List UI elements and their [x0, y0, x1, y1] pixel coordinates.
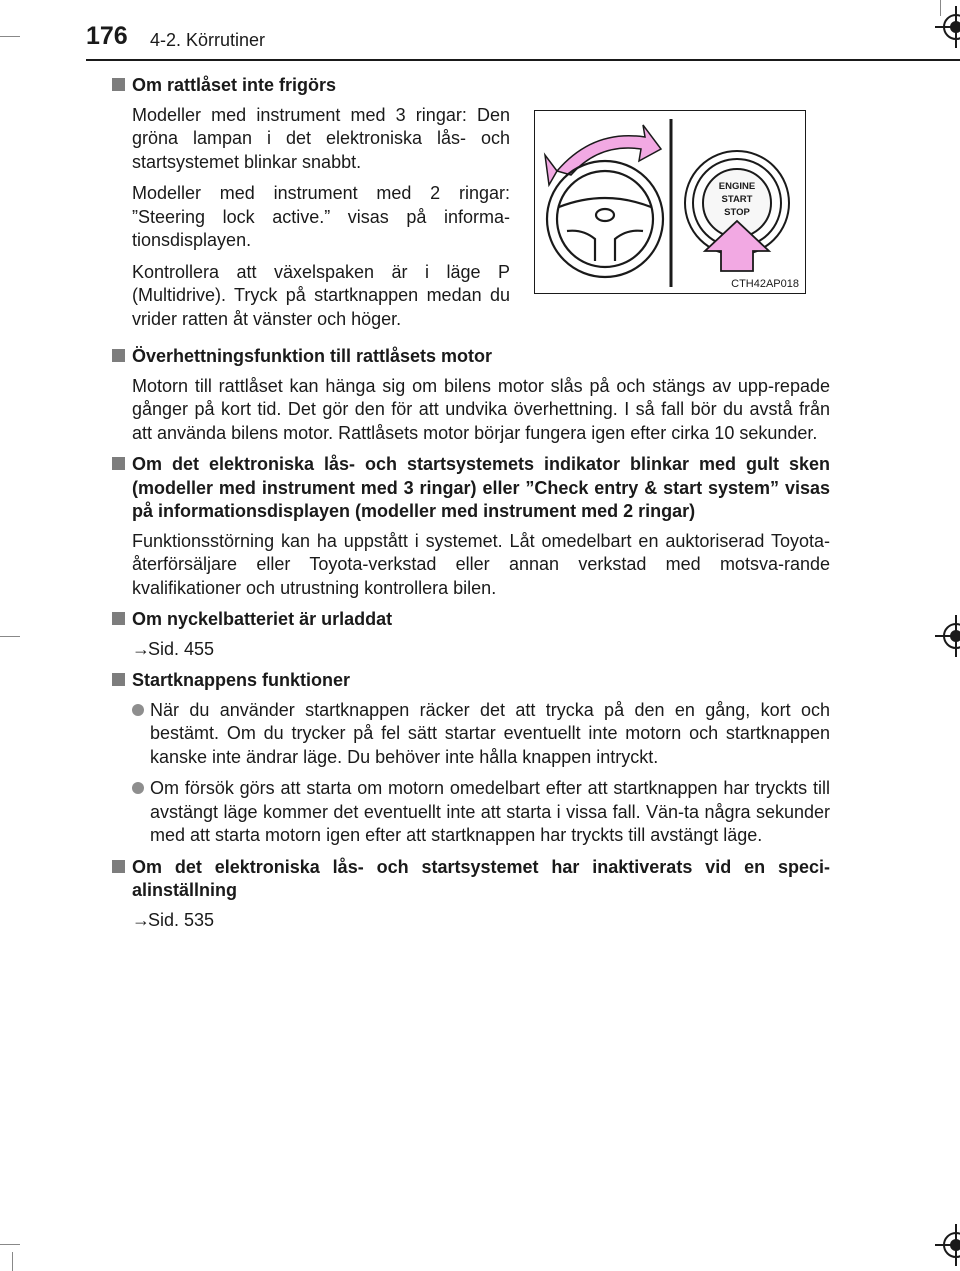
figure-code: CTH42AP018: [731, 278, 799, 290]
page-content: [112, 74, 830, 940]
square-bullet-icon: [112, 349, 125, 362]
round-bullet-icon: [132, 782, 144, 794]
crop-mark: [940, 0, 941, 16]
crop-mark: [0, 36, 20, 37]
crop-mark: [0, 636, 20, 637]
square-bullet-icon: [112, 457, 125, 470]
arrow-right-icon: →: [132, 909, 150, 930]
crop-mark: [0, 1244, 20, 1245]
paragraph: Modeller med instrument med 2 ringar: ”Steering lock active.” visas på informa-tionsdisplayen.: [132, 183, 510, 250]
list-item: När du använder startknappen räcker det att trycka på den en gång, kort och bestämt. Om du trycker på fel sätt startar eventuellt inte motorn och startknappen kanske inte ändrar läge. Du behöver inte hålla knappen intryckt.: [132, 699, 830, 770]
header-rule: [86, 59, 960, 61]
section-title: 4-2. Körrutiner: [150, 30, 266, 50]
arrow-right-icon: →: [132, 638, 150, 659]
section-heading: Om det elektroniska lås- och startsystemet har inaktiverats vid en speci-alinställning: [112, 856, 830, 903]
square-bullet-icon: [112, 78, 125, 91]
page-number: 176: [86, 22, 128, 50]
button-text-line: STOP: [724, 207, 750, 218]
list-item: Om försök görs att starta om motorn omedelbart efter att startknappen har tryckts till avstängt läge kommer det eventuellt inte att starta i vissa fall. Vän-ta några sekunder med att starta motorn igen efter att startknappen har tryckts till avstängt läge.: [132, 777, 830, 848]
registration-mark-icon: [943, 1232, 960, 1258]
round-bullet-icon: [132, 704, 144, 716]
section-heading: Om nyckelbatteriet är urladdat: [112, 608, 830, 632]
registration-mark-icon: [943, 14, 960, 40]
square-bullet-icon: [112, 860, 125, 873]
paragraph: Funktionsstörning kan ha uppstått i systemet. Låt omedelbart en auktoriserad Toyota-återförsäljare eller Toyota-verkstad eller annan verkstad med motsva-rande kvalifikationer och utrustning kontrollera bilen.: [132, 530, 830, 598]
registration-mark-icon: [943, 623, 960, 649]
square-bullet-icon: [112, 612, 125, 625]
section-heading: Startknappens funktioner: [112, 669, 830, 693]
square-bullet-icon: [112, 673, 125, 686]
section-heading: Om rattlåset inte frigörs: [112, 74, 830, 98]
paragraph: Motorn till rattlåset kan hänga sig om bilens motor slås på och stängs av upp-repade gånger på kort tid. Det gör den för att undvika överhettning. I så fall bör du avstå från att använda bilens motor. Rattlåsets motor börjar fungera igen efter cirka 10 sekunder.: [132, 375, 830, 443]
page-reference-link[interactable]: →Sid. 535: [132, 909, 830, 933]
paragraph: Modeller med instrument med 3 ringar: Den gröna lampan i det elektroniska lås- och startsystemet blinkar snabbt.: [132, 104, 510, 172]
page-reference-link[interactable]: →Sid. 455: [132, 638, 830, 662]
crop-mark: [12, 1252, 13, 1271]
paragraph: Kontrollera att växelspaken är i läge P (Multidrive). Tryck på startknappen medan du vrider ratten åt vänster och höger.: [132, 261, 510, 329]
section-heading: Om det elektroniska lås- och startsystemets indikator blinkar med gult sken (modeller med instrument med 3 ringar) eller ”Check entry & start system” visas på informationsdisplayen (modeller med instrument med 2 ringar): [112, 453, 830, 524]
button-text-line: START: [721, 194, 753, 205]
button-text-line: ENGINE: [718, 181, 756, 192]
section-heading: Överhettningsfunktion till rattlåsets motor: [112, 345, 830, 369]
